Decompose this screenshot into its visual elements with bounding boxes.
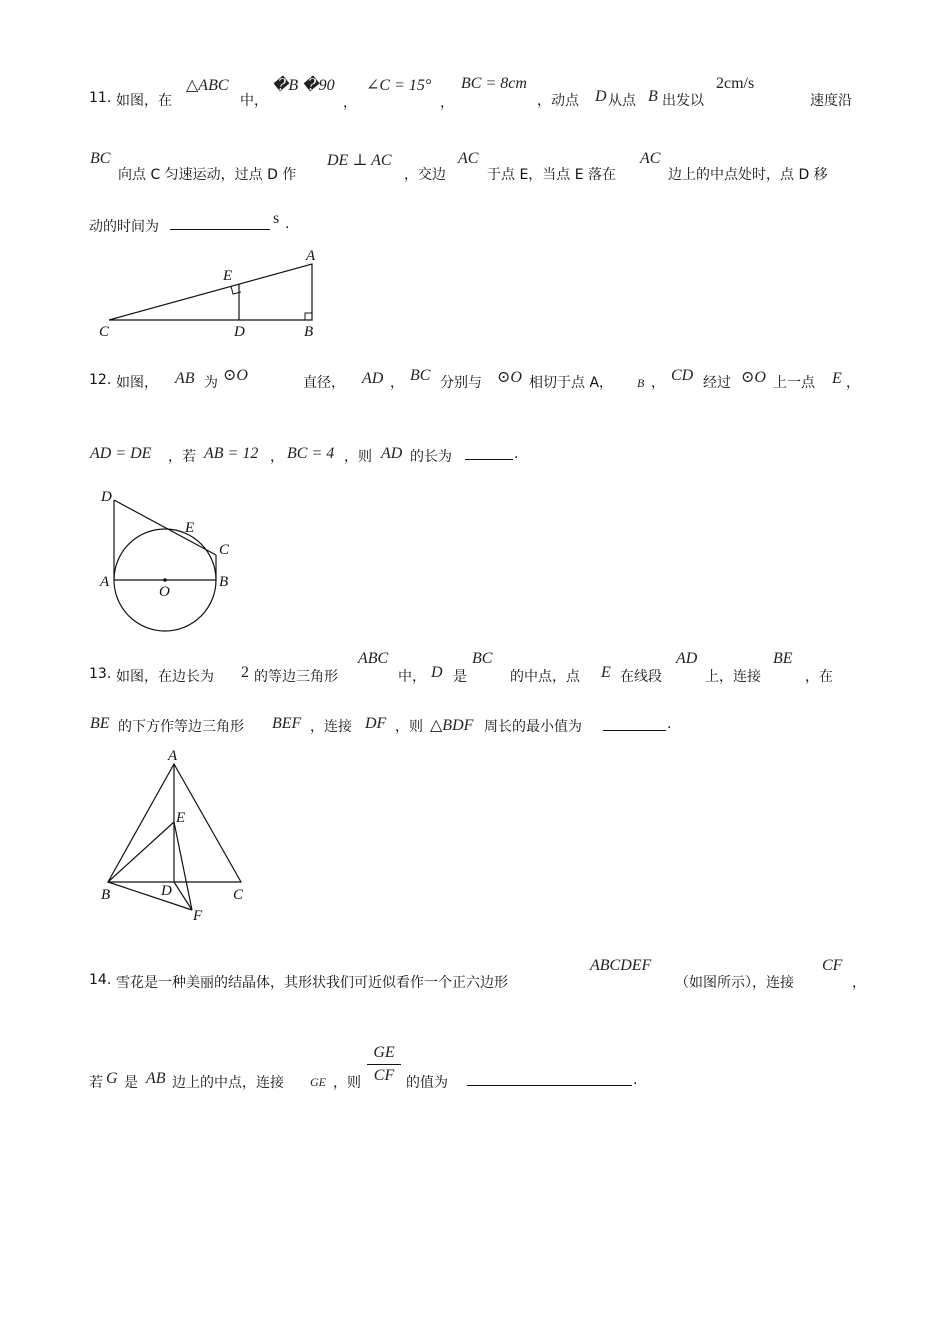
q11-b: B [648, 88, 658, 105]
q12-ad: AD [381, 445, 403, 462]
q12-text: 经过 [703, 375, 731, 391]
label-o: O [159, 584, 170, 600]
label-c: C [219, 542, 230, 558]
label-b: B [304, 324, 314, 340]
q12-eq: AD = DE [90, 445, 152, 462]
q11-text: 速度沿 [810, 93, 852, 109]
q13-text: . [667, 716, 672, 732]
q14-text: （如图所示），连接 [675, 975, 794, 991]
q13-text: 周长的最小值为 [484, 719, 582, 735]
q12-text: 上一点 [773, 375, 815, 391]
label-a: A [306, 248, 316, 264]
fraction-denominator: CF [373, 1067, 395, 1084]
q13-tri-bdf: △BDF [430, 717, 474, 734]
segment-bf [108, 882, 192, 910]
q11-speed: 2cm/s [716, 75, 755, 92]
q11-ac: AC [640, 150, 661, 167]
q14-text: 是 [124, 1075, 138, 1091]
q12-text: ， [651, 375, 665, 391]
label-d: D [161, 883, 172, 899]
q11-text: ，交边 [404, 167, 446, 183]
q13-text: 的等边三角形 [254, 669, 338, 685]
q12-ab12: AB = 12 [204, 445, 259, 462]
right-angle-b [305, 313, 312, 320]
label-b: B [219, 574, 229, 590]
q13-text: 上，连接 [705, 669, 761, 685]
q14-ab: AB [146, 1070, 166, 1087]
q11-text: 于点 E，当点 E 落在 [487, 167, 617, 183]
q13-ad: AD [676, 650, 698, 667]
q11-bc-line2: BC [90, 150, 111, 167]
q12-text: ， [846, 375, 860, 391]
q13-e: E [601, 664, 611, 681]
triangle-abc [109, 264, 312, 320]
q11-text: 中， [240, 93, 268, 109]
q11-perp: DE ⊥ AC [327, 152, 392, 169]
q11-figure [95, 242, 335, 342]
q11-triangle: △ABC [186, 77, 229, 94]
q13-text: ，连接 [310, 719, 352, 735]
q11-text: ， [440, 95, 454, 111]
q14-text: 雪花是一种美丽的结晶体，其形状我们可近似看作一个正六边形 [116, 975, 508, 991]
q13-number: 13. [89, 666, 112, 682]
q14-answer-blank [467, 1073, 632, 1086]
q12-text: ， [390, 375, 404, 391]
segment-be [108, 822, 174, 882]
q14-text: 边上的中点，连接 [172, 1075, 284, 1091]
q12-cd: CD [671, 367, 694, 384]
q14-fraction [367, 1044, 401, 1085]
q14-ge: GE [310, 1075, 326, 1089]
q12-text: ， [270, 449, 284, 465]
label-a: A [168, 748, 178, 764]
q14-text: 若 [89, 1075, 103, 1091]
q12-text: ，若 [168, 449, 196, 465]
q13-be-line2: BE [90, 715, 110, 732]
q13-text: 中， [398, 669, 426, 685]
q14-text: 的值为 [406, 1075, 448, 1091]
label-b: B [101, 887, 111, 903]
label-e: E [176, 810, 186, 826]
q11-angle-b: �B �90 [272, 77, 335, 94]
center-o [163, 578, 167, 582]
q11-answer-blank [170, 217, 270, 230]
q11-text: 从点 [608, 93, 636, 109]
q13-answer-blank [603, 718, 666, 731]
q13-text: 如图，在边长为 [116, 669, 214, 685]
q12-text: 相切于点 A， [529, 375, 614, 391]
q11-bc: BC = 8cm [461, 75, 527, 92]
q12-text: 为 [204, 375, 218, 391]
q12-circle-o: ⊙O [497, 369, 522, 386]
q11-text: 边上的中点处时，点 D 移 [668, 167, 828, 183]
q12-circle-o: ⊙O [741, 369, 766, 386]
q12-text: 如图， [116, 375, 158, 391]
q12-bc4: BC = 4 [287, 445, 335, 462]
label-c: C [233, 887, 244, 903]
label-e: E [223, 268, 233, 284]
label-f: F [193, 908, 203, 922]
q14-hex: ABCDEF [590, 957, 652, 974]
q12-bc: BC [410, 367, 431, 384]
fraction-bar [367, 1064, 401, 1065]
q13-two: 2 [241, 664, 249, 681]
q14-g: G [106, 1070, 118, 1087]
q13-text: ，在 [805, 669, 833, 685]
q11-text: . [285, 216, 290, 232]
q12-b: B [637, 376, 645, 390]
q12-text: . [514, 446, 519, 462]
q11-text: 如图，在 [116, 93, 172, 109]
q11-number: 11. [89, 90, 112, 106]
q13-d: D [431, 664, 443, 681]
q13-be: BE [773, 650, 793, 667]
q12-ab: AB [175, 370, 195, 387]
q13-text: 的中点，点 [510, 669, 580, 685]
tangent-dc [114, 500, 216, 555]
label-d: D [234, 324, 245, 340]
q13-text: 是 [453, 669, 467, 685]
q12-text: 分别与 [440, 375, 482, 391]
q13-df: DF [365, 715, 387, 732]
q12-text: ，则 [344, 449, 372, 465]
q11-ac: AC [458, 150, 479, 167]
label-a: A [100, 574, 110, 590]
q12-circle-o: ⊙O [223, 367, 248, 384]
q12-e: E [832, 370, 842, 387]
q13-bef: BEF [272, 715, 302, 732]
q11-text: 出发以 [662, 93, 704, 109]
q13-text: 在线段 [620, 669, 662, 685]
label-c: C [99, 324, 110, 340]
q11-text: ，动点 [537, 93, 579, 109]
q12-answer-blank [465, 447, 513, 460]
q13-abc: ABC [358, 650, 389, 667]
q11-unit: s [273, 210, 280, 227]
q13-text: ，则 [395, 719, 423, 735]
q12-text: 的长为 [410, 449, 452, 465]
fraction-numerator: GE [373, 1044, 395, 1061]
q12-number: 12. [89, 372, 112, 388]
q14-text: . [633, 1072, 638, 1088]
q14-text: ，则 [333, 1075, 361, 1091]
label-d: D [101, 489, 112, 505]
q11-text: 向点 C 匀速运动，过点 D 作 [118, 167, 297, 183]
q11-d: D [595, 88, 607, 105]
q12-figure [95, 485, 245, 635]
q14-number: 14. [89, 972, 112, 988]
q13-figure [95, 742, 255, 922]
q13-bc: BC [472, 650, 493, 667]
label-e: E [185, 520, 195, 536]
q11-angle-c: ∠C = 15° [366, 77, 432, 94]
q12-text: 直径， [303, 375, 345, 391]
q14-cf: CF [822, 957, 843, 974]
q13-text: 的下方作等边三角形 [118, 719, 244, 735]
q11-text: ， [343, 95, 357, 111]
q14-text: ， [852, 975, 866, 991]
q11-text: 动的时间为 [89, 219, 159, 235]
q12-ad: AD [362, 370, 384, 387]
